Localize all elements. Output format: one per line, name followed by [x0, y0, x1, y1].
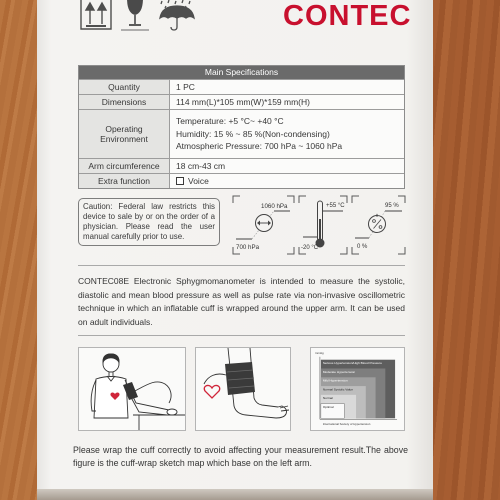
temperature-range: Temperature: +5 °C~ +40 °C [176, 116, 284, 127]
chart-level-label: Moderate Hypertension [322, 369, 356, 374]
humidity-upper-limit: 95 % [385, 203, 399, 209]
chart-level-label: Serious Hypertension/High Blood Pressure [322, 361, 382, 366]
spec-label-extra-function: Extra function [79, 174, 170, 188]
pressure-range: Atmospheric Pressure: 700 hPa ~ 1060 hPa [176, 141, 343, 152]
pressure-lower-limit: 700 hPa [236, 244, 260, 251]
chart-unit-label: mmHg [315, 350, 324, 355]
caution-notice [78, 198, 220, 246]
pressure-upper-limit: 1060 hPa [261, 203, 288, 210]
chart-level-label: Normal [322, 396, 333, 401]
spec-value-dimensions: 114 mm(L)*105 mm(W)*159 mm(H) [176, 97, 310, 107]
spec-value-operating-environment [170, 110, 404, 158]
chart-level-label: Normal Systolic Value [322, 387, 354, 392]
spec-label-line: Operating [105, 124, 143, 134]
spec-value-arm-circumference: 18 cm-43 cm [176, 161, 226, 171]
table-row [79, 173, 404, 188]
spec-value-extra-function [170, 174, 404, 188]
note-line: figure is the cuff-wrap sketch map which base on the left arm. [73, 458, 312, 468]
spec-value-quantity: 1 PC [176, 82, 195, 92]
temperature-limit-icon [301, 201, 345, 251]
table-row [79, 94, 404, 109]
temperature-upper-limit: +55 °C [326, 203, 345, 209]
chart-level-label: Optimal [322, 405, 334, 410]
description-line: on adult individuals. [78, 316, 153, 327]
arm-with-cuff-drawing [196, 348, 290, 430]
atmospheric-pressure-limit-icon [236, 203, 290, 251]
seated-measurement-illustration [78, 347, 186, 431]
caution-line: Caution: Federal law restricts this [83, 202, 215, 211]
chart-source-label: International Society of Hypertension [322, 422, 371, 427]
person-with-cuff-drawing [79, 348, 185, 430]
box-bottom-edge [37, 489, 433, 500]
caution-line: manual carefully prior to use. [83, 232, 185, 241]
humidity-range: Humidity: 15 % ~ 85 %(Non-condensing) [176, 128, 330, 139]
caution-line: device to sale by or on the order of a [83, 212, 215, 221]
brand-logo: CONTEC [283, 0, 412, 32]
table-row [79, 109, 404, 158]
this-way-up-icon [81, 0, 111, 29]
section-divider [78, 335, 405, 336]
voice-checkbox [176, 177, 184, 185]
spec-label-arm-circumference: Arm circumference [79, 159, 170, 173]
description-line: diastolic and mean blood pressure as well as pulse rate via non-invasive oscillometric [78, 289, 405, 300]
table-row [79, 79, 404, 94]
caution-line: physician. Please read the user [83, 222, 215, 231]
temperature-lower-limit: -20 °C [301, 245, 319, 251]
wooden-surface-right [433, 0, 500, 500]
spec-label-dimensions: Dimensions [79, 95, 170, 109]
table-row [79, 158, 404, 173]
keep-dry-icon [160, 0, 194, 30]
spec-label-operating-environment [79, 110, 170, 158]
table-header: Main Specifications [79, 66, 404, 79]
humidity-limit-icon [355, 203, 402, 250]
specifications-table [78, 65, 405, 189]
spec-label-line: Environment [100, 134, 148, 144]
product-description [78, 275, 405, 329]
voice-label: Voice [188, 176, 209, 186]
chart-level-label: Mild Hypertension [322, 378, 348, 383]
wooden-surface-left [0, 0, 37, 500]
section-divider [78, 265, 405, 266]
description-line: technique in which an inflatable cuff is wrapped around the upper arm. It can be used [78, 303, 405, 313]
note-line: Please wrap the cuff correctly to avoid affecting your measurement result.The above [73, 445, 408, 455]
classification-chart-drawing [311, 348, 404, 430]
cuff-position-illustration [195, 347, 291, 431]
environmental-limit-symbols [228, 193, 408, 259]
description-line: CONTEC08E Electronic Sphygmomanometer is intended to measure the systolic, [78, 276, 405, 286]
fragile-icon [121, 0, 149, 30]
packaging-icons [76, 0, 206, 34]
spec-label-quantity: Quantity [79, 80, 170, 94]
voice-option [176, 174, 404, 188]
humidity-lower-limit: 0 % [357, 244, 368, 250]
blood-pressure-classification-chart [310, 347, 405, 431]
cuff-wrap-note [73, 444, 408, 470]
